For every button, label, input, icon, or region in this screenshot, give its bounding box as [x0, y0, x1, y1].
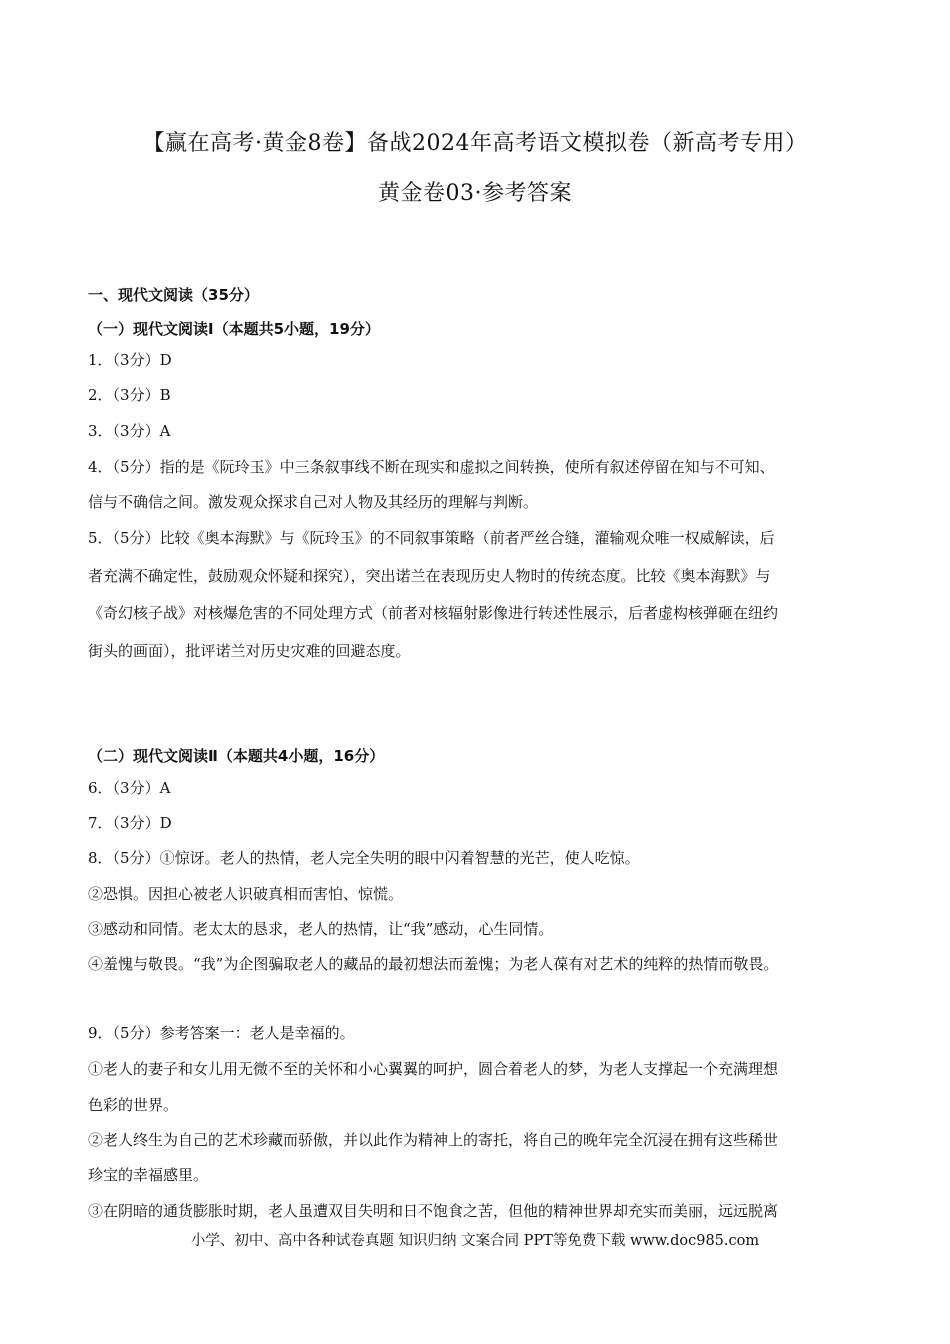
- part-heading-1: （一）现代文阅读Ⅰ（本题共5小题，19分）: [88, 320, 380, 338]
- answer-line: 7．（3分）D: [88, 814, 172, 832]
- document-title: 【赢在高考·黄金8卷】备战2024年高考语文模拟卷（新高考专用）: [142, 131, 808, 156]
- section-heading: 一、现代文阅读（35分）: [88, 286, 259, 304]
- answer-line: ③在阴暗的通货膨胀时期，老人虽遭双目失明和日不饱食之苦，但他的精神世界却充实而美丽，远远脱离: [88, 1202, 779, 1220]
- answer-line: ④羞愧与敬畏。“我”为企图骗取老人的藏品的最初想法而羞愧；为老人葆有对艺术的纯粹的热情而敬畏。: [88, 955, 779, 973]
- answer-line: 6．（3分）A: [88, 779, 171, 797]
- answer-line: ③感动和同情。老太太的恳求，老人的热情，让“我”感动，心生同情。: [88, 920, 554, 938]
- page-footer: 小学、初中、高中各种试卷真题 知识归纳 文案合同 PPT等免费下载 www.doc985.com: [190, 1233, 760, 1249]
- part-heading-2: （二）现代文阅读Ⅱ（本题共4小题，16分）: [88, 747, 385, 765]
- answer-line: 者充满不确定性，鼓励观众怀疑和探究），突出诺兰在表现历史人物时的传统态度。比较《奥本海默》与: [88, 567, 771, 585]
- answer-line: 9．（5分）参考答案一：老人是幸福的。: [88, 1024, 355, 1042]
- answer-line: 色彩的世界。: [88, 1096, 179, 1114]
- answer-line: ②老人终生为自己的艺术珍藏而骄傲，并以此作为精神上的寄托，将自己的晚年完全沉浸在拥有这些稀世: [88, 1131, 779, 1149]
- answer-line: 8．（5分）①惊讶。老人的热情，老人完全失明的眼中闪着智慧的光芒，使人吃惊。: [88, 849, 640, 867]
- answer-line: 1．（3分）D: [88, 351, 172, 369]
- answer-line: 5．（5分）比较《奥本海默》与《阮玲玉》的不同叙事策略（前者严丝合缝，灌输观众唯一权威解读，后: [88, 529, 775, 547]
- document-subtitle: 黄金卷03·参考答案: [378, 181, 572, 206]
- answer-line: 3．（3分）A: [88, 422, 171, 440]
- answer-line: 街头的画面），批评诺兰对历史灾难的回避态度。: [88, 642, 411, 660]
- answer-line: 4．（5分）指的是《阮玲玉》中三条叙事线不断在现实和虚拟之间转换，使所有叙述停留在知与不可知、: [88, 458, 775, 476]
- answer-line: ②恐惧。因担心被老人识破真相而害怕、惊慌。: [88, 885, 404, 903]
- answer-line: 信与不确信之间。激发观众探求自己对人物及其经历的理解与判断。: [88, 493, 539, 511]
- answer-line: 2．（3分）B: [88, 386, 171, 404]
- answer-line: 《奇幻核子战》对核爆危害的不同处理方式（前者对核辐射影像进行转述性展示，后者虚构核弹砸在纽约: [88, 604, 779, 622]
- answer-line: ①老人的妻子和女儿用无微不至的关怀和小心翼翼的呵护，圆合着老人的梦，为老人支撑起一个充满理想: [88, 1060, 779, 1078]
- answer-line: 珍宝的幸福感里。: [88, 1166, 209, 1184]
